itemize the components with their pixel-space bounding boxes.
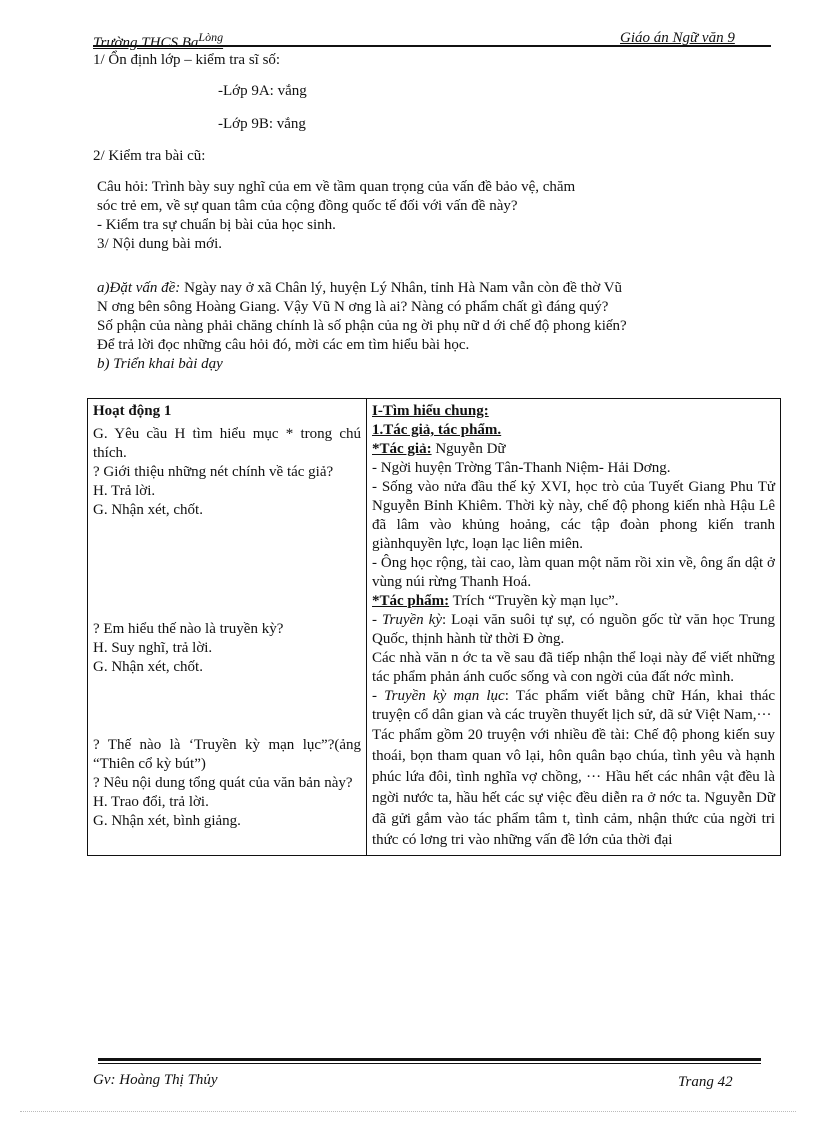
- genre-adoption: Các nhà văn n ớc ta về sau đã tiếp nhận thể loại này để viết những tác phẩm phản ánh cuốc sống và con ngời của đất nớc mình.: [372, 650, 775, 685]
- activity-step-3: H. Trả lời.: [93, 483, 156, 499]
- activity-step-4: G. Nhận xét, chốt.: [93, 502, 203, 518]
- intro-problem-line3: Số phận của nàng phải chăng chính là số phận của ng ời phụ nữ d ới chế độ phong kiến?: [97, 318, 627, 334]
- book-text: : Tác phẩm viết bằng chữ Hán, khai thác truyện cổ dân gian và các truyền thuyết lịch sử, dã sử Việt Nam,···: [372, 688, 776, 723]
- footer-rule-thick: [98, 1058, 761, 1061]
- author-career: - Ông học rộng, tài cao, làm quan một năm rồi xin về, ông ẩn dật ở vùng núi rừng Thanh Hoá.: [372, 555, 775, 590]
- content-heading-2: 1.Tác giả, tác phẩm.: [372, 422, 502, 438]
- lesson-table-row: [88, 399, 781, 856]
- intro-problem-text1: Ngày nay ở xã Chân lý, huyện Lý Nhân, tỉnh Hà Nam vẫn còn đề thờ Vũ: [180, 280, 623, 296]
- genre-label: Truyền kỳ: [382, 612, 442, 628]
- author-birthplace: - Ngời huyện Trờng Tân-Thanh Niệm- Hải Dơng.: [372, 460, 671, 476]
- header-school-text: Trường THCS Ba: [93, 35, 199, 51]
- activity-step-1: G. Yêu cầu H tìm hiểu mục * trong chú thích.: [93, 426, 361, 461]
- activity-step-7: G. Nhận xét, chốt.: [93, 659, 203, 675]
- section-2-title: 2/ Kiểm tra bài cũ:: [93, 148, 206, 164]
- activity-step-6: H. Suy nghĩ, trả lời.: [93, 640, 213, 656]
- header-school-sup: Lòng: [198, 30, 224, 44]
- intro-problem-label: a)Đặt vấn đề:: [97, 280, 181, 296]
- footer-teacher: Gv: Hoàng Thị Thủy: [93, 1072, 218, 1088]
- section-1-title: 1/ Ổn định lớp – kiểm tra sĩ số:: [93, 52, 281, 68]
- review-check-line: - Kiểm tra sự chuẩn bị bài của học sinh.: [97, 217, 336, 233]
- header-school: [93, 30, 223, 52]
- work-line: [372, 592, 775, 611]
- genre-definition: - Truyền kỳ: Loại văn suôi tự sự, có nguồn gốc từ văn học Trung Quốc, thịnh hành từ thời Đ ờng.: [372, 612, 776, 647]
- attendance-9a: -Lớp 9A: vắng: [218, 83, 307, 99]
- author-line: [372, 440, 775, 459]
- header-rule: [93, 45, 771, 47]
- work-label: *Tác phẩm:: [372, 593, 450, 609]
- activity-step-10: H. Trao đổi, trả lời.: [93, 794, 209, 810]
- review-question-line1: Câu hỏi: Trình bày suy nghĩ của em về tầm quan trọng của vấn đề bảo vệ, chăm: [97, 179, 576, 195]
- intro-problem-line4: Để trả lời đọc những câu hỏi đó, mời các em tìm hiểu bài học.: [97, 337, 470, 353]
- activity-step-2: ? Giới thiệu những nét chính về tác giả?: [93, 464, 334, 480]
- author-life: - Sống vào nửa đầu thế kỷ XVI, học trò của Tuyết Giang Phu Tử Nguyễn Bỉnh Khiêm. Thời kỳ này, chế độ phong kiến nhà Hậu Lê đã lâm vào khủng hoảng, các tập đoàn phong kiến tranh giànhquyền lực, loạn lạc liên miên.: [372, 479, 775, 552]
- author-label: *Tác giả:: [372, 441, 432, 457]
- intro-problem-line1: [97, 279, 785, 298]
- intro-problem-line2: N ơng bên sông Hoàng Giang. Vậy Vũ N ơng là ai? Nàng có phẩm chất gì đáng quý?: [97, 299, 609, 315]
- author-name: Nguyễn Dữ: [431, 441, 506, 457]
- review-question-line2: sóc trẻ em, về sự quan tâm của cộng đồng quốc tế đối với vấn đề này?: [97, 198, 518, 214]
- content-column: [367, 399, 781, 856]
- work-title: Trích “Truyền kỳ mạn lục”.: [449, 593, 619, 609]
- page-edge-dots: [20, 1111, 796, 1112]
- intro-problem: [97, 279, 785, 374]
- book-definition: - Truyền kỳ mạn lục: Tác phẩm viết bằng chữ Hán, khai thác truyện cổ dân gian và các truyền thuyết lịch sử, dã sử Việt Nam,···: [372, 688, 776, 723]
- footer-rule-thin: [98, 1063, 761, 1064]
- activity-step-5: ? Em hiểu thế nào là truyền kỳ?: [93, 621, 284, 637]
- activity-title: Hoạt động 1: [93, 403, 172, 419]
- attendance-9b: -Lớp 9B: vắng: [218, 116, 306, 132]
- book-label: Truyền kỳ mạn lục: [384, 688, 505, 704]
- header-subject: Giáo án Ngữ văn 9: [620, 30, 735, 46]
- genre-text: : Loại văn suôi tự sự, có nguồn gốc từ văn học Trung Quốc, thịnh hành từ thời Đ ờng.: [372, 612, 776, 647]
- book-content: Tác phẩm gồm 20 truyện với nhiều đề tài: Chế độ phong kiến suy thoái, bọn tham quan vô lại, hôn quân bạo chúa, tình yêu và hạnh phúc lứa đôi, tình nghĩa vợ chồng, ··· Hầu hết các nhân vật đều là ngời nước ta, hầu hết các sự việc đều diễn ra ở nớc ta. Nguyễn Dữ đã gửi gắm vào tác phẩm tâm t, tình cảm, nhận thức của ngời tri thức có lơng tri vào những vấn đề lớn của thời đại: [372, 727, 775, 848]
- lesson-deploy-label: b) Triển khai bài dạy: [97, 356, 223, 372]
- activity-step-8: ? Thế nào là ‘Truyền kỳ mạn lục”?(ảng “Thiên cổ kỳ bút”): [93, 737, 361, 772]
- activity-step-9: ? Nêu nội dung tổng quát của văn bản này?: [93, 775, 353, 791]
- activity-step-11: G. Nhận xét, bình giảng.: [93, 813, 241, 829]
- activity-column: [88, 399, 367, 856]
- review-question: [97, 178, 785, 254]
- content-heading-1: I-Tìm hiểu chung:: [372, 403, 489, 419]
- section-3-title: 3/ Nội dung bài mới.: [97, 236, 223, 252]
- lesson-table: [87, 398, 781, 856]
- footer-page-number: Trang 42: [678, 1074, 733, 1090]
